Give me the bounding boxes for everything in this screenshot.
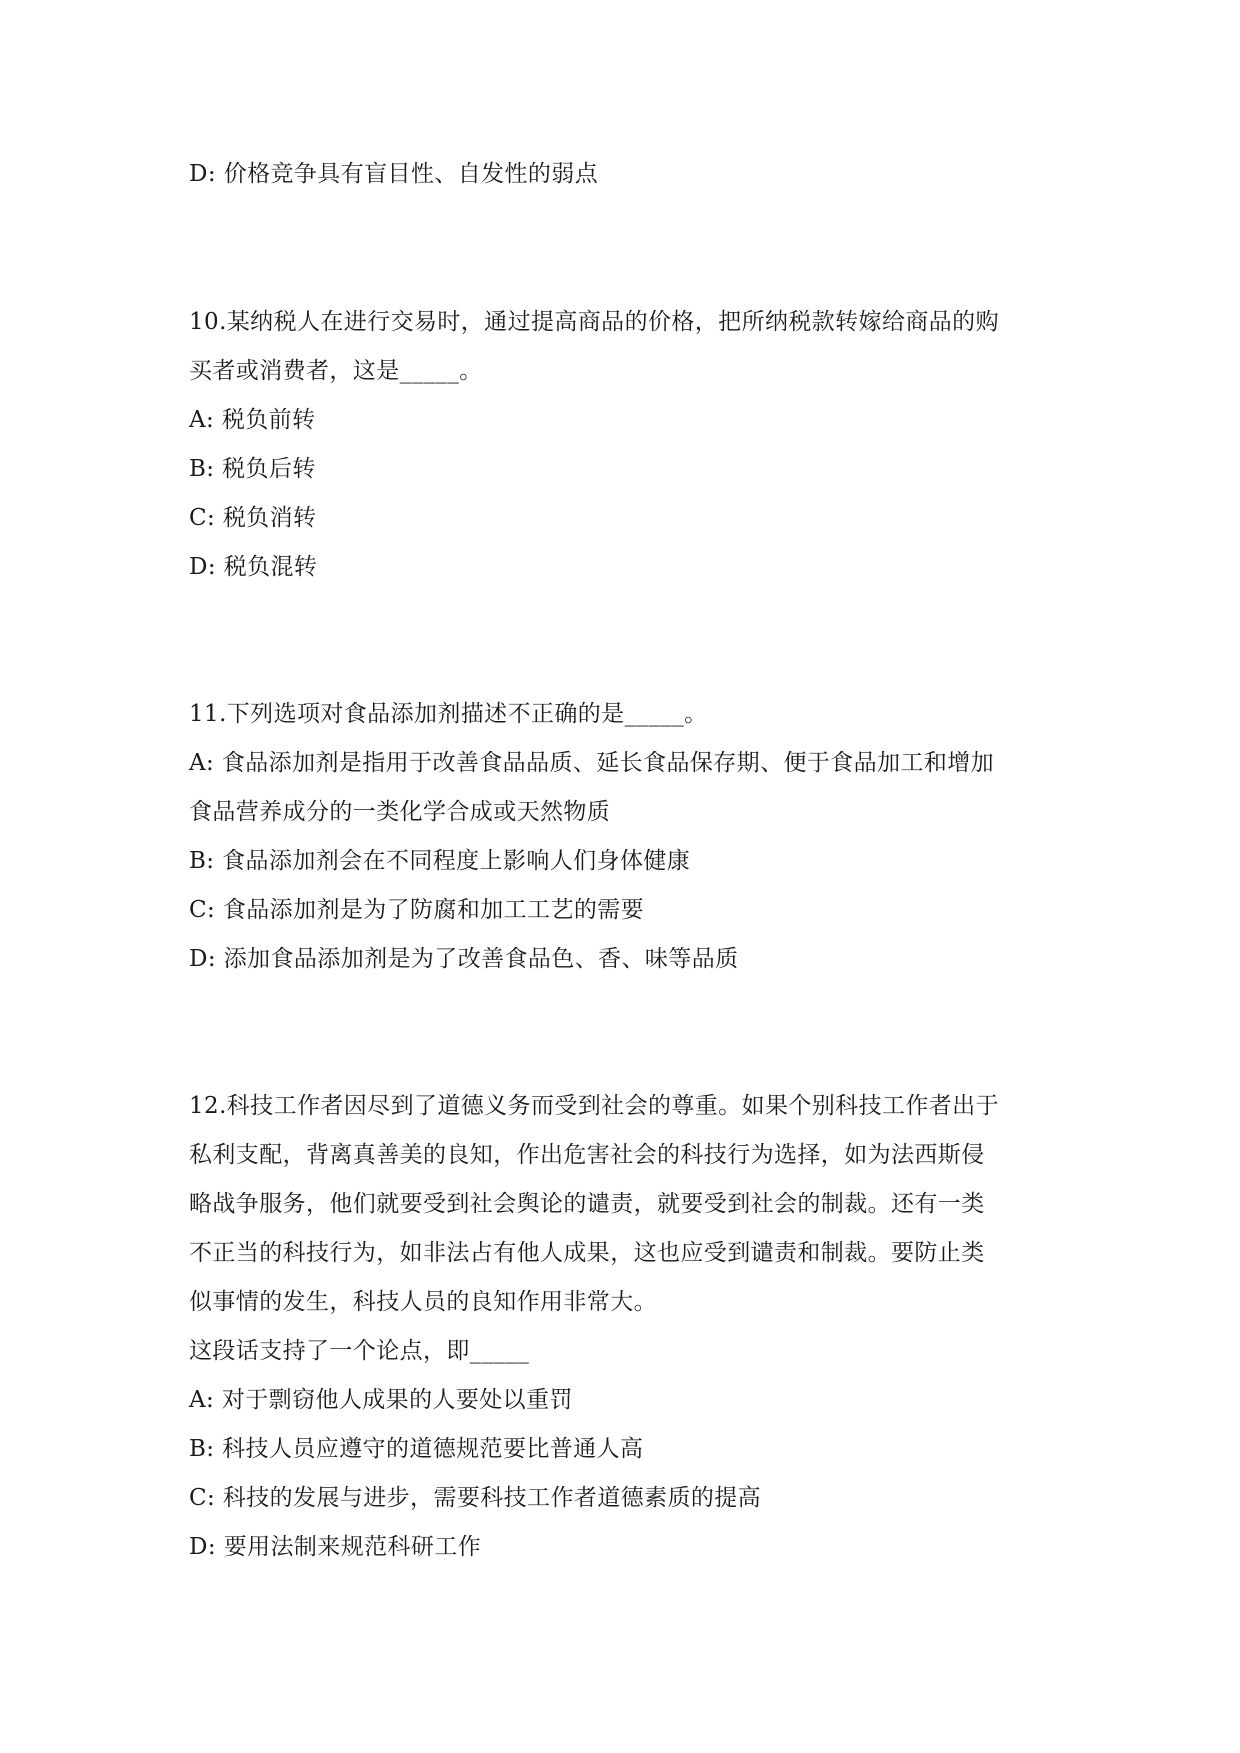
q10-option-b: B: 税负后转: [189, 456, 316, 482]
q10-stem-line1: 10.某纳税人在进行交易时，通过提高商品的价格，把所纳税款转嫁给商品的购: [189, 309, 999, 335]
q12-stem-line3: 略战争服务，他们就要受到社会舆论的谴责，就要受到社会的制裁。还有一类: [189, 1191, 985, 1217]
q10-option-c: C: 税负消转: [189, 505, 317, 531]
q12-stem-line1: 12.科技工作者因尽到了道德义务而受到社会的尊重。如果个别科技工作者出于: [189, 1093, 999, 1119]
q12-option-d: D: 要用法制来规范科研工作: [189, 1534, 482, 1560]
q12-prompt: 这段话支持了一个论点，即_____: [189, 1338, 530, 1364]
q12-stem-line4: 不正当的科技行为，如非法占有他人成果，这也应受到谴责和制裁。要防止类: [189, 1240, 985, 1266]
q10-stem-line2: 买者或消费者，这是_____。: [189, 358, 483, 384]
q11-option-a-line1: A: 食品添加剂是指用于改善食品品质、延长食品保存期、便于食品加工和增加: [189, 750, 995, 776]
q12-option-b: B: 科技人员应遵守的道德规范要比普通人高: [189, 1436, 644, 1462]
q10-option-d: D: 税负混转: [189, 554, 318, 580]
q10-option-a: A: 税负前转: [189, 407, 316, 433]
q11-option-a-line2: 食品营养成分的一类化学合成或天然物质: [189, 799, 611, 825]
q11-option-d: D: 添加食品添加剂是为了改善食品色、香、味等品质: [189, 946, 739, 972]
q9-option-d: D: 价格竞争具有盲目性、自发性的弱点: [189, 161, 599, 187]
q12-option-a: A: 对于剽窃他人成果的人要处以重罚: [189, 1387, 573, 1413]
q12-stem-line5: 似事情的发生，科技人员的良知作用非常大。: [189, 1289, 657, 1315]
q12-stem-line2: 私利支配，背离真善美的良知，作出危害社会的科技行为选择，如为法西斯侵: [189, 1142, 985, 1168]
q11-option-c: C: 食品添加剂是为了防腐和加工工艺的需要: [189, 897, 645, 923]
q11-option-b: B: 食品添加剂会在不同程度上影响人们身体健康: [189, 848, 691, 874]
q11-stem: 11.下列选项对食品添加剂描述不正确的是_____。: [189, 701, 708, 727]
q12-option-c: C: 科技的发展与进步，需要科技工作者道德素质的提高: [189, 1485, 762, 1511]
